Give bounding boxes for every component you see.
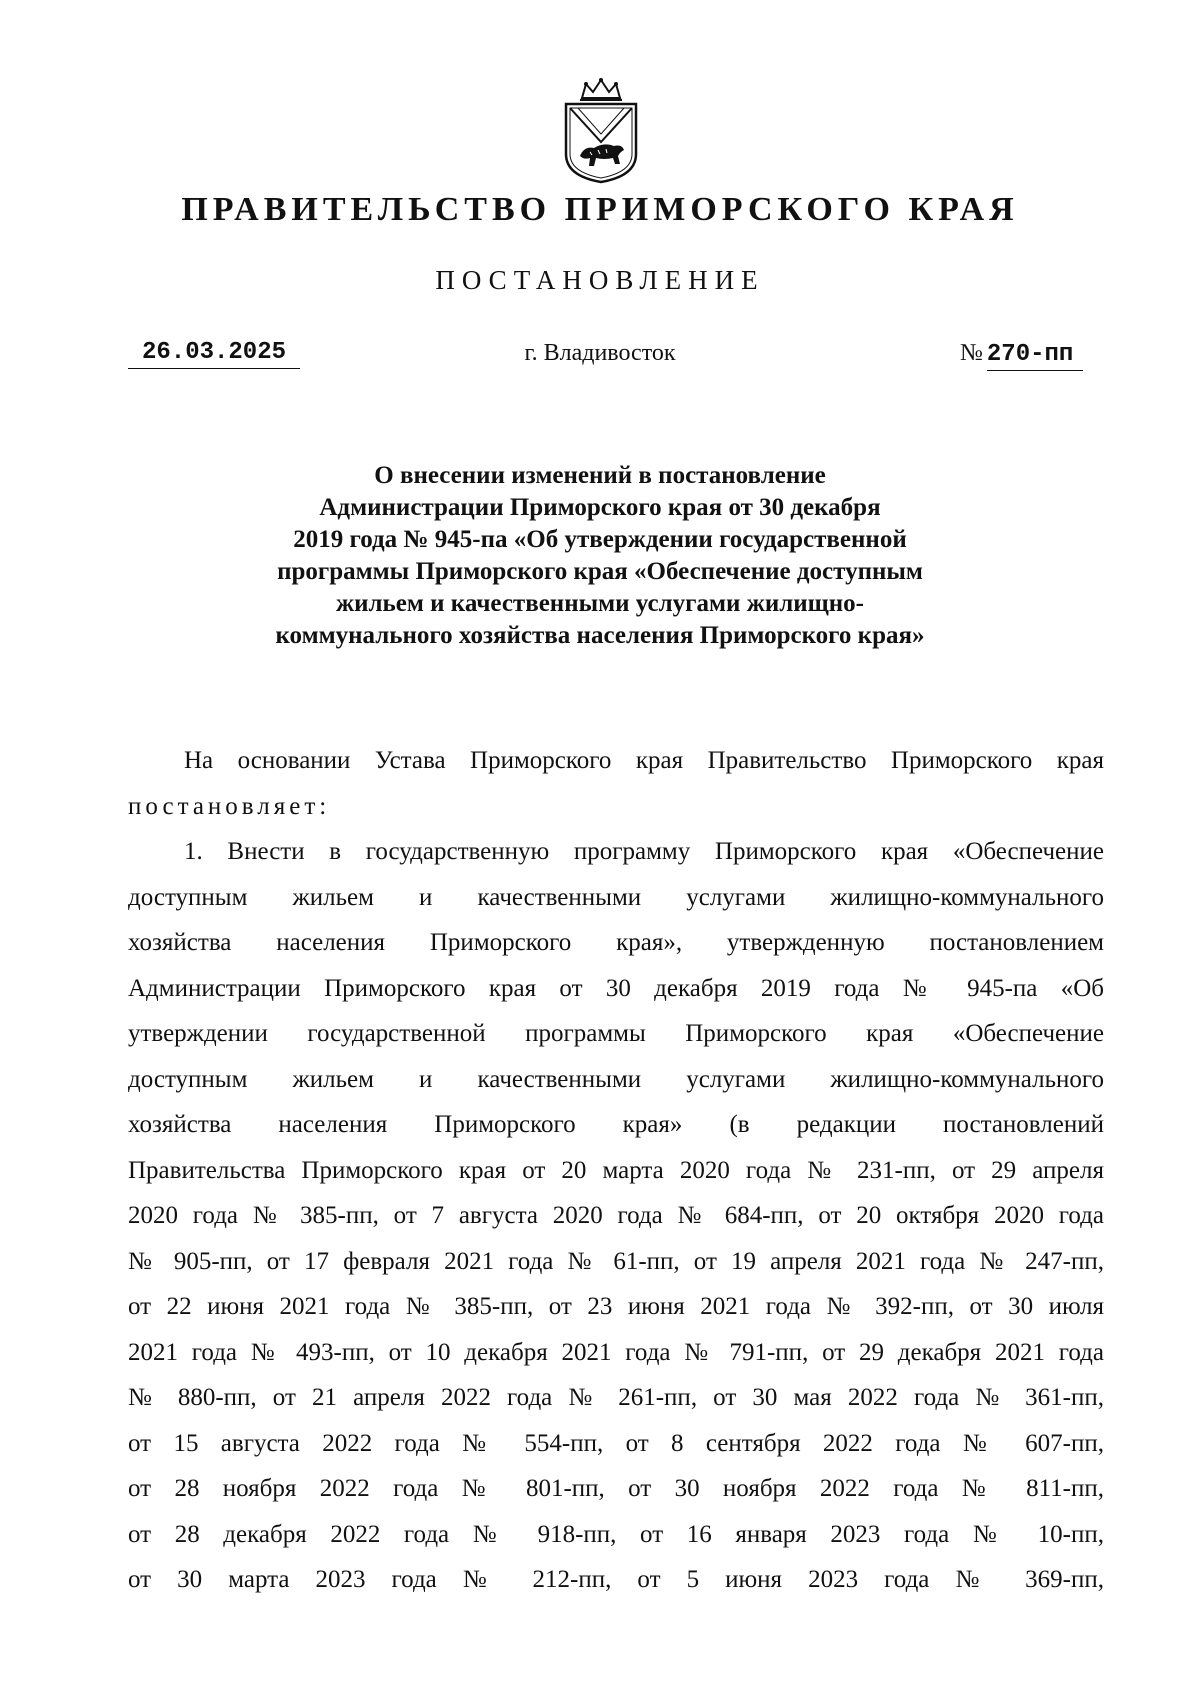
body-line: Правительства Приморского края от 20 марта 2020 года № 231-пп, от 29 апреля [128,1156,1104,1184]
organization-name: ПРАВИТЕЛЬСТВО ПРИМОРСКОГО КРАЯ [181,191,1019,228]
document-city: г. Владивосток [524,340,676,366]
body-line: 2020 года № 385-пп, от 7 августа 2020 года № 684-пп, от 20 октября 2020 года [128,1202,1104,1229]
body-line: хозяйства населения Приморского края», утвержденную постановлением [128,929,1104,956]
body-line: от 28 декабря 2022 года № 918-пп, от 16 января 2023 года № 10-пп, [128,1520,1104,1548]
body-line: от 28 ноября 2022 года № 801-пп, от 30 ноября 2022 года № 811-пп, [128,1475,1104,1502]
body-line: доступным жильем и качественными услугами жилищно-коммунального [128,1065,1104,1093]
title-line: О внесении изменений в постановление [374,462,826,489]
title-line: жильем и качественными услугами жилищно- [335,590,864,617]
coat-of-arms-emblem [560,76,642,186]
number-sign: № [960,340,983,366]
body-line: доступным жильем и качественными услугами жилищно-коммунального [128,883,1104,911]
document-number [960,338,1110,371]
body-line: 1. Внести в государственную программу Приморского края «Обеспечение [184,838,1104,865]
body-line: хозяйства населения Приморского края» (в редакции постановлений [128,1111,1104,1138]
body-line: от 15 августа 2022 года № 554-пп, от 8 сентября 2022 года № 607-пп, [128,1429,1104,1457]
document-type: ПОСТАНОВЛЕНИЕ [435,265,765,295]
body-line: утверждении государственной программы Приморского края «Обеспечение [128,1020,1104,1047]
title-line: коммунального хозяйства населения Приморского края» [275,622,925,649]
body-line: 2021 года № 493-пп, от 10 декабря 2021 года № 791-пп, от 29 декабря 2021 года [128,1338,1104,1366]
number-value: 270-пп [987,340,1083,371]
title-line: 2019 года № 945-па «Об утверждении государственной [293,526,907,553]
body-line: от 30 марта 2023 года № 212-пп, от 5 июня 2023 года № 369-пп, [128,1566,1104,1593]
title-line: Администрации Приморского края от 30 декабря [319,494,881,521]
preamble-line: На основании Устава Приморского края Правительство Приморского края [184,747,1104,774]
document-body [128,738,1104,1603]
body-line: от 22 июня 2021 года № 385-пп, от 23 июня 2021 года № 392-пп, от 30 июля [128,1293,1104,1320]
body-line: № 905-пп, от 17 февраля 2021 года № 61-пп, от 19 апреля 2021 года № 247-пп, [128,1247,1104,1275]
document-title [150,460,1050,652]
body-line: № 880-пп, от 21 апреля 2022 года № 261-пп, от 30 мая 2022 года № 361-пп, [128,1384,1104,1411]
preamble-line: постановляет: [128,792,331,820]
title-line: программы Приморского края «Обеспечение доступным [277,558,923,585]
document-date: 26.03.2025 [128,338,300,369]
body-line: Администрации Приморского края от 30 декабря 2019 года № 945-па «Об [128,974,1104,1002]
